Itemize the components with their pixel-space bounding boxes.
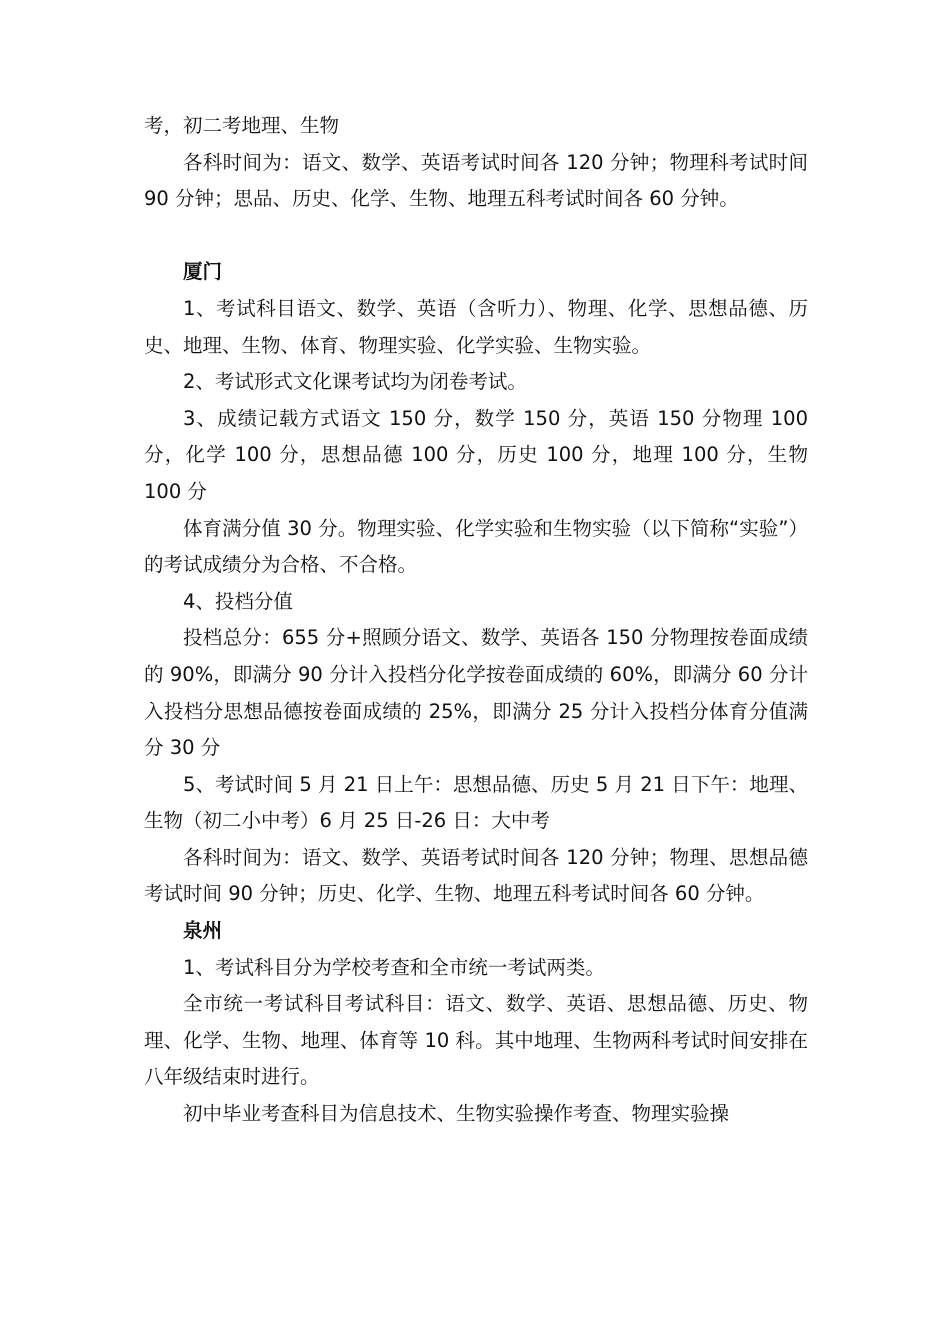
paragraph-quanzhou-categories: 1、考试科目分为学校考查和全市统一考试两类。: [183, 955, 605, 979]
paragraph-quanzhou-check: 初中毕业考查科目为信息技术、生物实验操作考查、物理实验操: [183, 1102, 730, 1126]
section-heading-xiamen: 厦门: [183, 260, 223, 284]
paragraph-xiamen-duration: 各科时间为：语文、数学、英语考试时间各 120 分钟；物理、思想品德考试时间 90 分钟；历史、化学、生物、地理五科考试时间各 60 分钟。: [144, 845, 808, 906]
paragraph-xiamen-subjects: 1、考试科目语文、数学、英语（含听力）、物理、化学、思想品德、历史、地理、生物、体育、物理实验、化学实验、生物实验。: [144, 296, 808, 357]
paragraph-xiamen-pe-lab: 体育满分值 30 分。物理实验、化学实验和生物实验（以下简称“实验”）的考试成绩分为合格、不合格。: [144, 516, 808, 577]
paragraph-continuation: 考，初二考地理、生物: [144, 114, 340, 137]
paragraph-xiamen-filing-detail: 投档总分：655 分+照顾分语文、数学、英语各 150 分物理按卷面成绩的 90%，即满分 90 分计入投档分化学按卷面成绩的 60%，即满分 60 分计入投档分思想品德按卷面成绩的 25%，即满分 25 分计入投档分体育分值满分 30 分: [144, 626, 808, 760]
document-page: [144, 108, 808, 1133]
paragraph-xiamen-format: 2、考试形式文化课考试均为闭卷考试。: [183, 370, 527, 394]
paragraph-quanzhou-unified: 全市统一考试科目考试科目：语文、数学、英语、思想品德、历史、物理、化学、生物、地理、体育等 10 科。其中地理、生物两科考试时间安排在八年级结束时进行。: [144, 992, 808, 1089]
paragraph-xiamen-exam-time: 5、考试时间 5 月 21 日上午：思想品德、历史 5 月 21 日下午：地理、生物（初二小中考）6 月 25 日-26 日：大中考: [144, 772, 808, 833]
paragraph-xiamen-scores: 3、成绩记载方式语文 150 分，数学 150 分，英语 150 分物理 100 分，化学 100 分，思想品德 100 分，历史 100 分，地理 100 分，生物 100 分: [144, 406, 808, 503]
paragraph-exam-duration: 各科时间为：语文、数学、英语考试时间各 120 分钟；物理科考试时间 90 分钟；思品、历史、化学、生物、地理五科考试时间各 60 分钟。: [144, 150, 808, 211]
paragraph-xiamen-filing-title: 4、投档分值: [183, 589, 293, 613]
section-heading-quanzhou: 泉州: [183, 919, 223, 943]
blank-line: [144, 218, 808, 255]
